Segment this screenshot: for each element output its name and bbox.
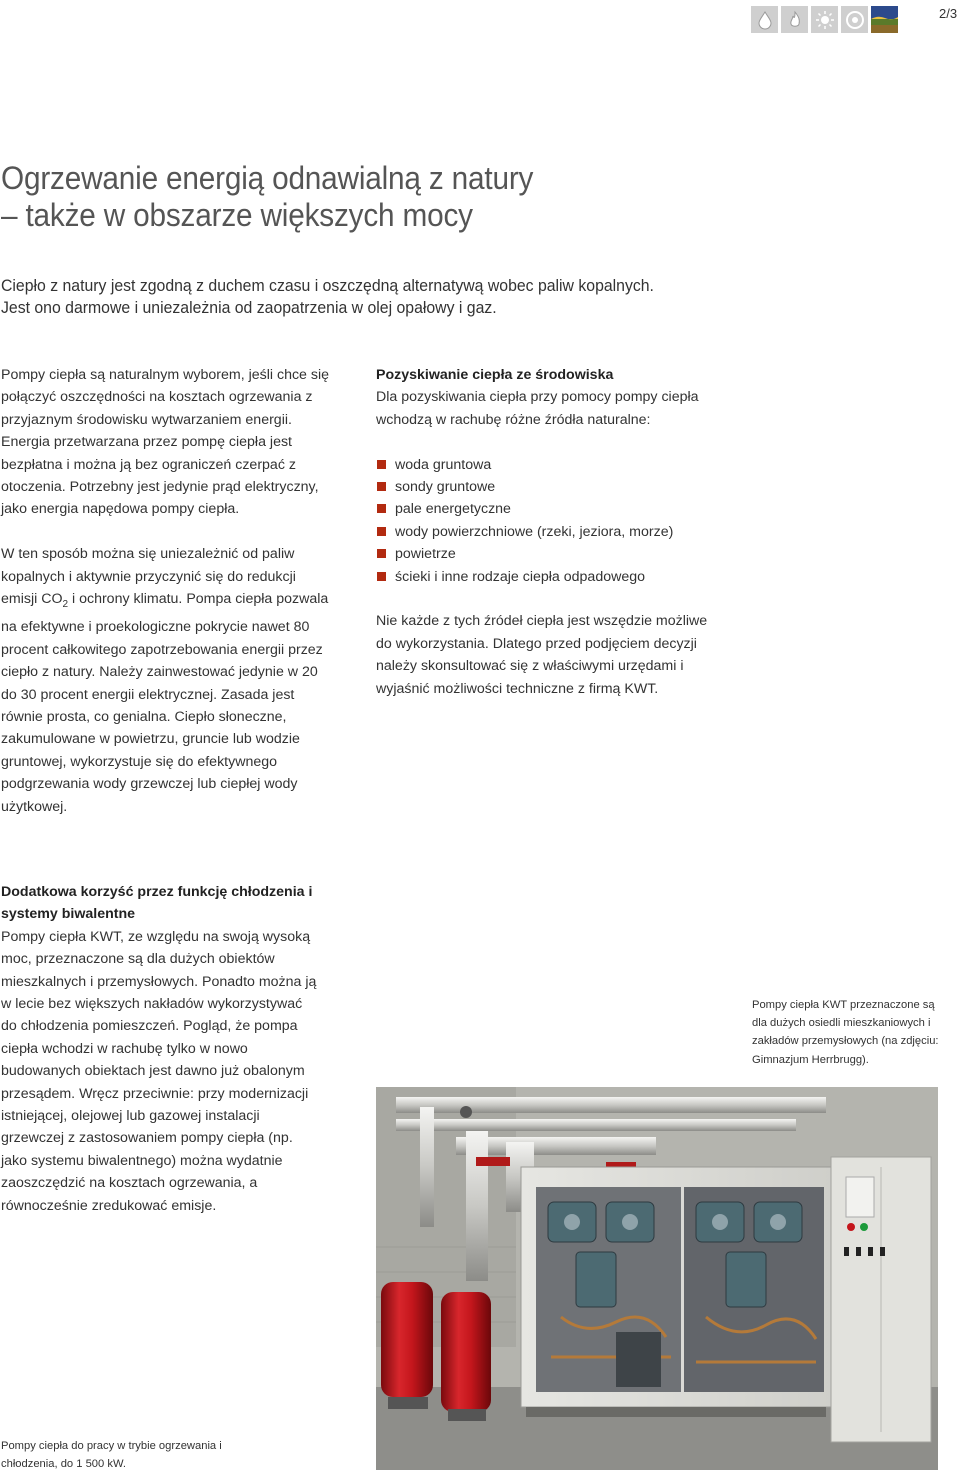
list-item-label: pale energetyczne xyxy=(395,501,511,518)
left-paragraph-2-end: i ochrony klimatu. Pompa ciepła pozwala na efektywne i proekologiczne pokrycie nawet 80 procent całkowitego zapotrzebowania energii przez ciepło z natury. Należy zainwestować jedynie w 20 do 30 procent energii elektrycznej. Zasada jest równie prosta, co genialna. Ciepło słoneczne, zakumulowane w powietrzu, gruncie lub wodzie gruntowej, wykorzystuje się do efektywnego podgrzewania wody grzewczej lub ciepłej wody użytkowej. xyxy=(1,591,329,815)
photo-caption-right: Pompy ciepła KWT przeznaczone są dla dużych osiedli mieszkaniowych i zakładów przemysłowych (na zdjęciu: Gimnazjum Herrbrugg). xyxy=(752,999,939,1066)
heat-pump-photo xyxy=(376,1087,938,1470)
title-line-1: Ogrzewanie energią odnawialną z natury xyxy=(1,160,534,196)
list-item xyxy=(376,476,716,498)
list-item-label: woda gruntowa xyxy=(395,456,492,473)
landscape-icon xyxy=(871,6,898,33)
list-item-label: powietrze xyxy=(395,546,456,563)
title-line-2: – także w obszarze większych mocy xyxy=(1,197,473,233)
left-paragraph-2-start: W ten sposób można się uniezależnić od paliw kopalnych i aktywnie przyczynić się do redukcji emisji CO xyxy=(1,546,296,608)
list-item-label: ścieki i inne rodzaje ciepła odpadowego xyxy=(395,568,646,585)
bullet-square-icon xyxy=(377,572,386,581)
list-item xyxy=(376,543,716,565)
cooling-section xyxy=(1,881,319,1217)
left-paragraph-2 xyxy=(1,543,336,818)
bullet-square-icon xyxy=(377,460,386,469)
list-item xyxy=(376,566,716,588)
category-icons xyxy=(751,6,898,33)
sun-icon xyxy=(811,6,838,33)
ground-ring-icon xyxy=(841,6,868,33)
left-column xyxy=(1,364,336,840)
list-item-label: wody powierzchniowe (rzeki, jeziora, morze) xyxy=(395,523,674,540)
intro-line-2: Jest ono darmowe i uniezależnia od zaopatrzenia w olej opałowy i gaz. xyxy=(1,298,497,317)
photo-caption-left: Pompy ciepła do pracy w trybie ogrzewania i chłodzenia, do 1 500 kW. xyxy=(1,1440,222,1471)
right-column xyxy=(376,364,716,722)
bullet-square-icon xyxy=(377,527,386,536)
water-drop-icon xyxy=(751,6,778,33)
co2-subscript: 2 xyxy=(62,598,69,610)
flame-icon xyxy=(781,6,808,33)
right-heading: Pozyskiwanie ciepła ze środowiska xyxy=(376,367,614,383)
cooling-text: Pompy ciepła KWT, ze względu na swoją wysoką moc, przeznaczone są dla dużych obiektów mieszkalnych i przemysłowych. Ponadto można ją w lecie bez większych nakładów wykorzystywać do chłodzenia pomieszczeń. Pogląd, że pompa ciepła wchodzi w rachubę tylko w nowo budowanych obiektach jest dawno już obalonym przesądem. Wręcz przeciwnie: przy modernizacji istniejącej, olejowej lub gazowej instalacji grzewczej z zastosowaniem pompy ciepła (np. jako systemu biwalentnego) można wydatnie zaoszczędzić na kosztach ogrzewania, a równocześnie zredukować emisje. xyxy=(1,928,317,1214)
list-item xyxy=(376,521,716,543)
bullet-square-icon xyxy=(377,504,386,513)
bullet-square-icon xyxy=(377,482,386,491)
right-intro: Dla pozyskiwania ciepła przy pomocy pompy ciepła wchodzą w rachubę różne źródła naturalne: xyxy=(376,389,699,428)
intro-line-1: Ciepło z natury jest zgodną z duchem czasu i oszczędną alternatywą wobec paliw kopalnych. xyxy=(1,276,654,295)
intro-text xyxy=(1,275,654,319)
left-paragraph-1: Pompy ciepła są naturalnym wyborem, jeśli chce się połączyć oszczędności na kosztach ogrzewania z przyjaznym środowisku wytwarzaniem energii. Energia przetwarzana przez pompę ciepła jest bezpłatna i można ją bez ograniczeń czerpać z otoczenia. Potrzebny jest jedynie prąd elektryczny, jako energia napędowa pompy ciepła. xyxy=(1,367,330,518)
right-outro: Nie każde z tych źródeł ciepła jest wszędzie możliwe do wykorzystania. Dlatego przed podjęciem decyzji należy skonsultować się z właściwymi urzędami i wyjaśnić możliwości techniczne z firmą KWT. xyxy=(376,613,708,697)
heat-sources-list xyxy=(376,454,716,588)
list-item xyxy=(376,498,716,520)
bullet-square-icon xyxy=(377,549,386,558)
list-item-label: sondy gruntowe xyxy=(395,479,496,496)
page-number: 2/3 xyxy=(939,6,958,21)
cooling-heading: Dodatkowa korzyść przez funkcję chłodzenia i systemy biwalentne xyxy=(1,884,313,923)
page-title xyxy=(1,160,533,234)
list-item xyxy=(376,454,716,476)
